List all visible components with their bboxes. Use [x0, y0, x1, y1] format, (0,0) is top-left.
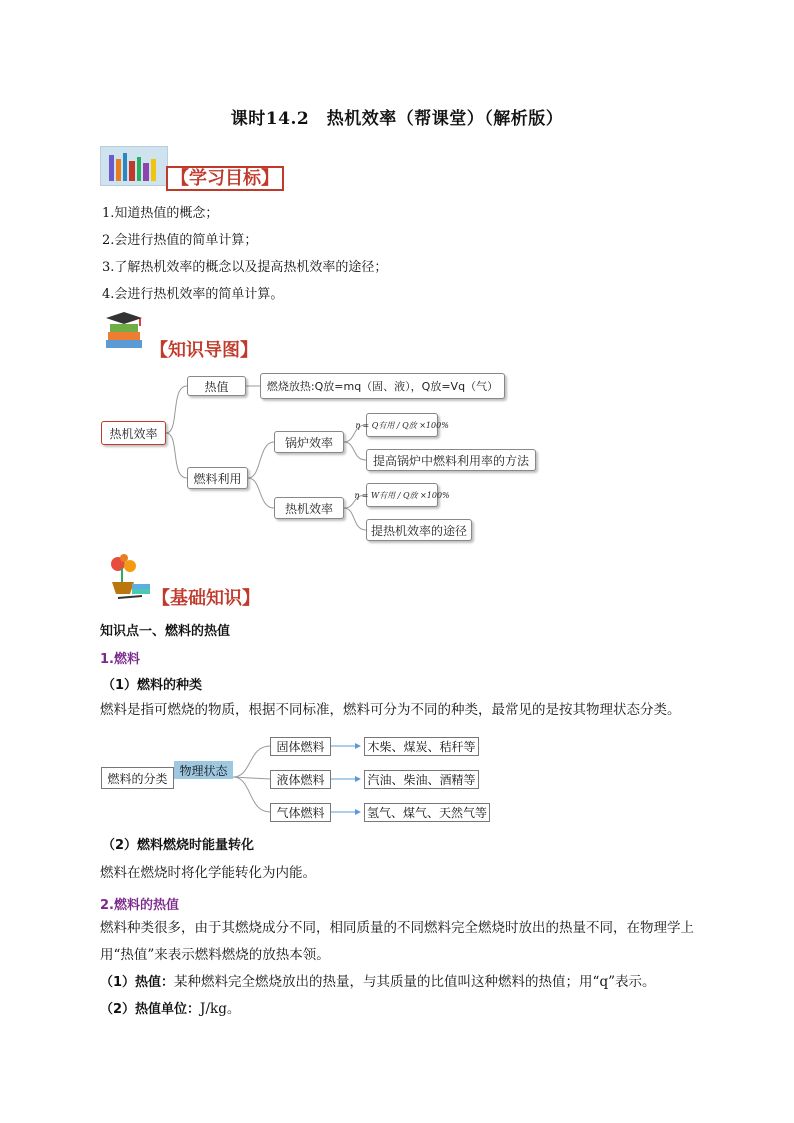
classify-state: 固体燃料: [270, 737, 331, 756]
paragraph: 燃料是指可燃烧的物质，根据不同标准，燃料可分为不同的种类，最常见的是按其物理状态分类。: [100, 702, 681, 718]
classify-root: 燃料的分类: [101, 767, 174, 789]
goal-item: 2.会进行热值的简单计算；: [102, 233, 258, 248]
mindmap-boiler-efficiency: 锅炉效率: [274, 431, 344, 453]
paragraph: 燃料种类很多，由于其燃烧成分不同，相同质量的不同燃料完全燃烧时放出的热量不同，在物理学上用“热值”来表示燃料燃烧的放热本领。: [100, 920, 694, 963]
mindmap-boiler-formula: η = Q有用 / Q放 ×100%: [366, 413, 438, 437]
subsection-heading: （1）燃料的种类: [102, 678, 203, 693]
goal-item: 3.了解热机效率的概念以及提高热机效率的途径；: [102, 260, 388, 275]
classify-examples: 木柴、煤炭、秸秆等: [364, 737, 479, 756]
paragraph: [100, 969, 722, 996]
classify-tag: 物理状态: [174, 761, 233, 779]
paragraph: [100, 996, 722, 1023]
subsection-heading: 2.燃料的热值: [100, 898, 179, 913]
paragraph: 燃料在燃烧时将化学能转化为内能。: [100, 865, 316, 881]
classify-examples: 氢气、煤气、天然气等: [364, 803, 490, 822]
term-label: （2）热值单位：: [100, 1002, 201, 1017]
goal-item: 4.会进行热机效率的简单计算。: [102, 287, 284, 302]
mindmap-root: 热机效率: [101, 421, 166, 445]
mindmap-branch-fuel-use: 燃料利用: [187, 467, 248, 489]
knowledge-point-heading: 知识点一、燃料的热值: [100, 624, 231, 639]
classify-state: 气体燃料: [270, 803, 331, 822]
mindmap-engine-efficiency: 热机效率: [274, 497, 344, 519]
goal-item: 1.知道热值的概念；: [102, 206, 219, 221]
mindmap-branch-heat-value: 热值: [187, 376, 246, 396]
page-title: 课时14.2 热机效率（帮课堂）（解析版）: [230, 109, 564, 129]
subsection-heading: 1.燃料: [100, 652, 140, 667]
classify-examples: 汽油、柴油、酒精等: [364, 770, 479, 789]
term-text: J/kg。: [200, 1001, 241, 1017]
mindmap-engine-method: 提热机效率的途径: [366, 519, 472, 541]
term-label: （1）热值：: [100, 975, 175, 990]
classify-state: 液体燃料: [270, 770, 331, 789]
mindmap-combustion-formula: 燃烧放热:Q放=mq（固、液），Q放=Vq（气）: [260, 373, 505, 399]
section-basics-heading: 【基础知识】: [152, 588, 260, 609]
mindmap-boiler-method: 提高锅炉中燃料利用率的方法: [366, 449, 536, 471]
term-text: 某种燃料完全燃烧放出的热量，与其质量的比值叫这种燃料的热值；用“q”表示。: [174, 974, 656, 990]
section-goals-heading: 【学习目标】: [166, 164, 284, 190]
mindmap-engine-formula: η = W有用 / Q放 ×100%: [366, 483, 438, 507]
section-mindmap-heading: 【知识导图】: [150, 340, 258, 361]
subsection-heading: （2）燃料燃烧时能量转化: [102, 838, 255, 853]
